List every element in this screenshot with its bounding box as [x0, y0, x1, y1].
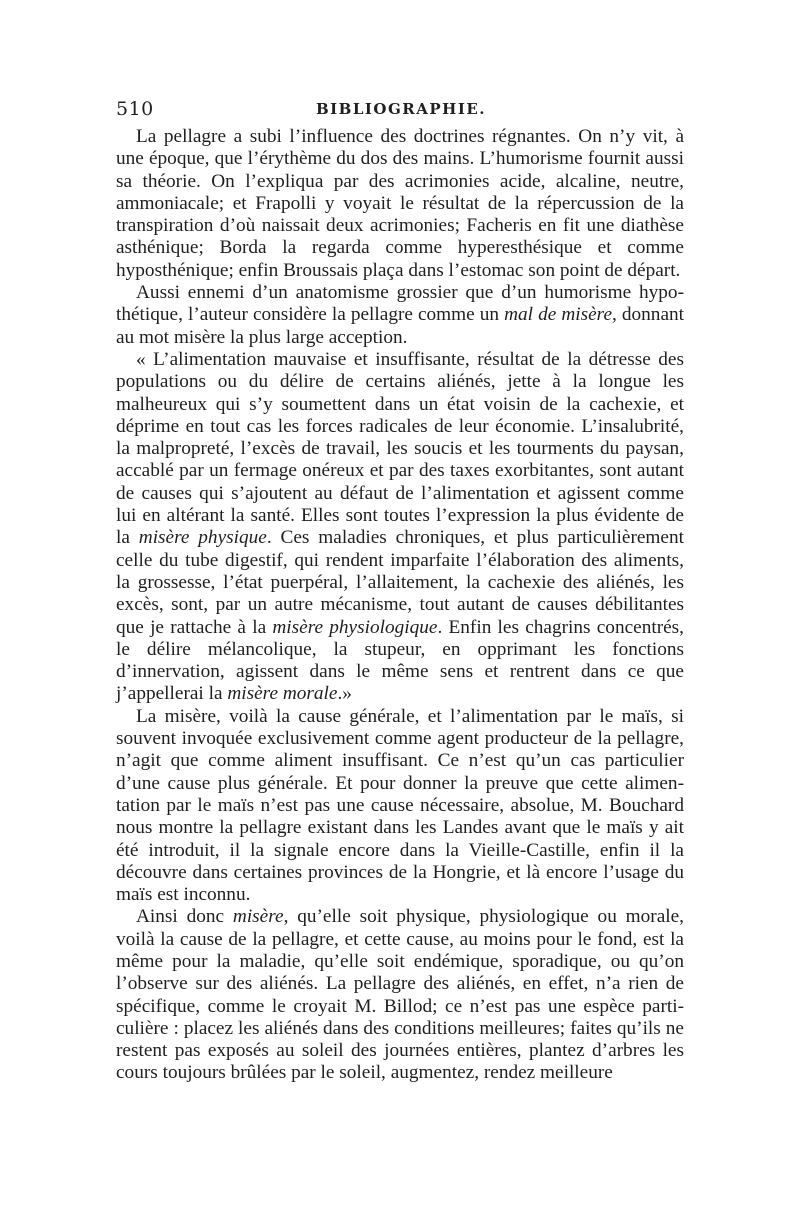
italic-phrase: mal de misère [504, 304, 613, 326]
running-head: BIBLIOGRAPHIE. [315, 100, 487, 118]
paragraph [116, 349, 684, 706]
text-run: Aussi ennemi d’un anatomisme grossier que d’un humorisme hypothétique, l’auteur considère la pellagre comme un [116, 282, 684, 326]
text-run: , qu’elle soit physique, physiologique ou morale, voilà la cause de la pellagre, et cette cause, au moins pour le fond, est la même pour la maladie, qu’elle soit endémique, sporadique, ou qu’on l’observe sur des aliénés. La pellagre des aliénés, en effet, n’a rien de spécifique, comme le croyait M. Billod; ce n’est pas une espèce particulière : placez les aliénés dans des conditions meilleures; faites qu’ils ne restent pas exposés au soleil des journées entières, plantez d’arbres les cours toujours brûlées par le soleil, augmentez, rendez meilleure [116, 906, 684, 1084]
italic-phrase: misère physique [138, 527, 267, 549]
paragraph [116, 906, 684, 1084]
page-header [116, 98, 686, 124]
body-text [116, 126, 684, 1085]
page-number: 510 [116, 98, 154, 120]
italic-phrase: misère morale [227, 683, 338, 705]
italic-phrase: misère physiologique [272, 616, 438, 638]
text-run: La pellagre a subi l’influence des doctrines régnantes. On n’y vit, à une époque, que l’érythème du dos des mains. L’humorisme fournit aussi sa théorie. On l’expliqua par des acrimonies acide, alcaline, neutre, ammoniacale; et Frapolli y voyait le résultat de la répercussion de la transpiration d’où naissait deux acrimonies; Facheris en fit une diathèse asthénique; Borda la regarda comme hyperesthésique et comme hyposthénique; enfin Broussais plaça dans l’estomac son point de départ. [116, 126, 684, 281]
text-run: . Enfin les chagrins concentrés, le délire mélancolique, la stupeur, en opprimant les fonctions d’innervation, agissent dans le même sens et rentrent dans ce que j’appellerai la [116, 616, 684, 705]
paragraph [116, 706, 684, 907]
text-run: Ainsi donc [136, 906, 233, 928]
text-run: « L’alimentation mauvaise et insuffisante, résultat de la détresse des populations ou du délire de certains aliénés, jette à la longue les malheureux qui s’y soumettent dans un état voisin de la cachexie, et déprime en tout cas les forces radicales de leur économie. L’insalubrité, la malpropreté, l’excès de travail, les soucis et les tourments du paysan, accablé par un fermage onéreux et par des taxes exorbitantes, sont autant de causes qui s’ajoutent au défaut de l’alimentation et agissent comme lui en altérant la santé. Elles sont toutes l’expression la plus évidente de la [116, 348, 684, 549]
text-run: , donnant au mot misère la plus large acception. [116, 304, 684, 348]
text-run: . Ces maladies chroniques, et plus particulièrement celle du tube digestif, qui rendent imparfaite l’élaboration des aliments, la grossesse, l’état puerpéral, l’allaitement, la cachexie des aliénés, les excès, sont, par un autre mécanisme, tout autant de causes débilitantes que je rattache à la [116, 527, 684, 638]
paragraph [116, 282, 684, 349]
italic-phrase: misère [232, 906, 284, 928]
text-run: La misère, voilà la cause générale, et l’alimentation par le maïs, si souvent invoquée exclusivement comme agent producteur de la pellagre, n’agit que comme aliment insuffisant. Ce n’est qu’un cas particulier d’une cause plus générale. Et pour donner la preuve que cette alimentation par le maïs n’est pas une cause nécessaire, absolue, M. Bouchard nous montre la pellagre existant dans les Landes avant que le maïs y ait été introduit, il la signale encore dans la Vieille-Castille, enfin il la découvre dans certaines provinces de la Hongrie, et là encore l’usage du maïs est inconnu. [116, 705, 684, 906]
paragraph [116, 126, 684, 282]
text-run: .» [337, 683, 352, 705]
